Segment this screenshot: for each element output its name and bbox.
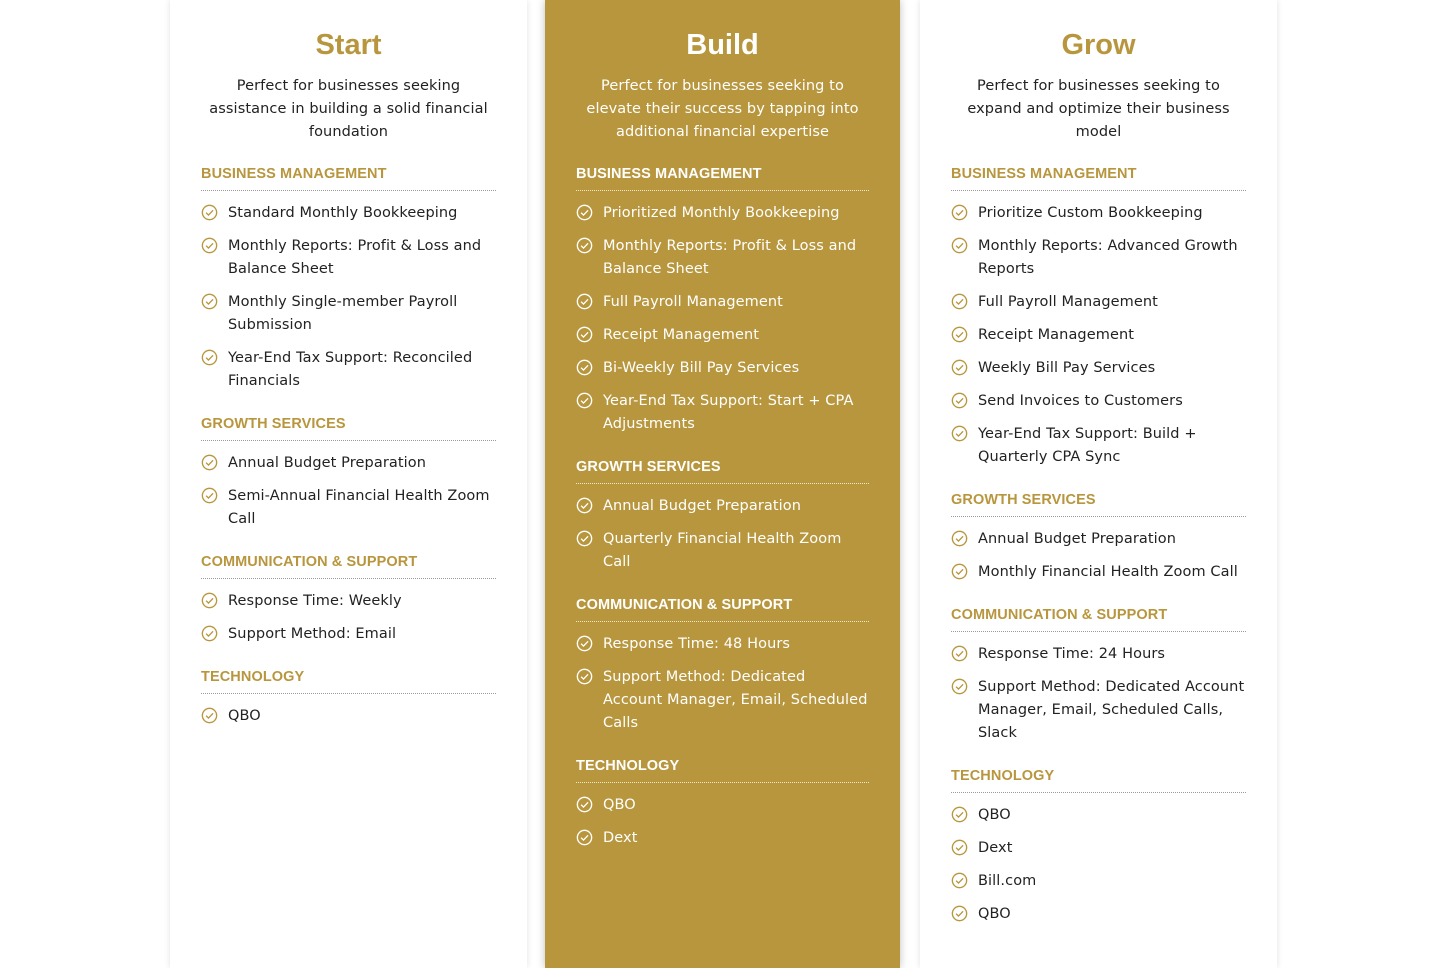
- check-circle-icon: [201, 592, 218, 609]
- check-circle-icon: [576, 392, 593, 409]
- feature-label: Semi-Annual Financial Health Zoom Call: [228, 488, 490, 527]
- feature-item: [576, 666, 869, 735]
- plan-card-build: [545, 0, 900, 968]
- check-circle-icon: [576, 204, 593, 221]
- feature-item: [201, 291, 496, 337]
- feature-item: [951, 528, 1246, 551]
- feature-item: [951, 561, 1246, 584]
- check-circle-icon: [951, 326, 968, 343]
- check-circle-icon: [576, 668, 593, 685]
- feature-item: [201, 623, 496, 646]
- plan-section: [576, 165, 869, 436]
- check-circle-icon: [201, 487, 218, 504]
- feature-item: [576, 495, 869, 518]
- section-heading: COMMUNICATION & SUPPORT: [576, 596, 869, 622]
- feature-item: [201, 485, 496, 531]
- plan-section: [951, 767, 1246, 926]
- feature-item: [951, 291, 1246, 314]
- check-circle-icon: [576, 293, 593, 310]
- check-circle-icon: [951, 678, 968, 695]
- plan-description: Perfect for businesses seeking assistance in building a solid financial foundation: [209, 78, 488, 140]
- check-circle-icon: [201, 454, 218, 471]
- check-circle-icon: [951, 645, 968, 662]
- feature-label: Response Time: Weekly: [228, 593, 402, 609]
- plan-title: Build: [686, 29, 759, 61]
- feature-item: [951, 202, 1246, 225]
- check-circle-icon: [201, 237, 218, 254]
- feature-label: Support Method: Dedicated Account Manager, Email, Scheduled Calls: [603, 669, 868, 731]
- feature-label: Dext: [978, 840, 1013, 856]
- check-circle-icon: [201, 204, 218, 221]
- feature-label: Dext: [603, 830, 638, 846]
- feature-item: [951, 870, 1246, 893]
- feature-label: Annual Budget Preparation: [228, 455, 427, 471]
- check-circle-icon: [201, 625, 218, 642]
- feature-item: [576, 357, 869, 380]
- feature-label: Monthly Single-member Payroll Submission: [228, 294, 458, 333]
- feature-label: Full Payroll Management: [603, 294, 783, 310]
- feature-label: Prioritized Monthly Bookkeeping: [603, 205, 840, 221]
- feature-label: Quarterly Financial Health Zoom Call: [603, 531, 842, 570]
- feature-item: [201, 235, 496, 281]
- plan-sections: [201, 165, 496, 728]
- feature-label: Prioritize Custom Bookkeeping: [978, 205, 1203, 221]
- feature-label: Receipt Management: [603, 327, 760, 343]
- feature-item: [576, 827, 869, 850]
- check-circle-icon: [951, 425, 968, 442]
- feature-label: Annual Budget Preparation: [978, 531, 1177, 547]
- check-circle-icon: [576, 530, 593, 547]
- plan-description: Perfect for businesses seeking to expand and optimize their business model: [967, 78, 1230, 140]
- feature-label: Annual Budget Preparation: [603, 498, 802, 514]
- check-circle-icon: [201, 707, 218, 724]
- feature-item: [576, 291, 869, 314]
- feature-list: [951, 804, 1246, 926]
- plan-sections: [951, 165, 1246, 926]
- check-circle-icon: [201, 293, 218, 310]
- check-circle-icon: [951, 359, 968, 376]
- plan-sections: [576, 165, 869, 850]
- feature-item: [576, 235, 869, 281]
- plan-title: Start: [315, 29, 382, 61]
- check-circle-icon: [951, 839, 968, 856]
- feature-label: Standard Monthly Bookkeeping: [228, 205, 458, 221]
- feature-label: QBO: [978, 906, 1011, 922]
- plan-card-start: [170, 0, 527, 968]
- feature-item: [576, 202, 869, 225]
- feature-list: [201, 705, 496, 728]
- feature-label: Receipt Management: [978, 327, 1135, 343]
- check-circle-icon: [951, 563, 968, 580]
- plan-section: [201, 415, 496, 531]
- plan-section: [201, 668, 496, 728]
- plan-card-grow: [920, 0, 1277, 968]
- check-circle-icon: [576, 326, 593, 343]
- check-circle-icon: [576, 359, 593, 376]
- feature-label: Bill.com: [978, 873, 1037, 889]
- section-heading: TECHNOLOGY: [201, 668, 496, 694]
- plan-section: [576, 757, 869, 850]
- feature-label: Full Payroll Management: [978, 294, 1158, 310]
- check-circle-icon: [951, 237, 968, 254]
- section-heading: TECHNOLOGY: [951, 767, 1246, 793]
- section-heading: BUSINESS MANAGEMENT: [951, 165, 1246, 191]
- check-circle-icon: [576, 635, 593, 652]
- feature-item: [951, 324, 1246, 347]
- feature-item: [951, 837, 1246, 860]
- feature-item: [201, 590, 496, 613]
- check-circle-icon: [951, 905, 968, 922]
- feature-label: QBO: [978, 807, 1011, 823]
- feature-label: Monthly Reports: Advanced Growth Reports: [978, 238, 1238, 277]
- feature-label: Monthly Reports: Profit & Loss and Balance Sheet: [228, 238, 482, 277]
- plan-section: [951, 606, 1246, 745]
- feature-item: [201, 347, 496, 393]
- feature-item: [201, 705, 496, 728]
- check-circle-icon: [951, 204, 968, 221]
- feature-list: [951, 202, 1246, 469]
- section-heading: COMMUNICATION & SUPPORT: [951, 606, 1246, 632]
- feature-item: [576, 633, 869, 656]
- plan-section: [201, 165, 496, 393]
- check-circle-icon: [576, 829, 593, 846]
- feature-label: Year-End Tax Support: Start + CPA Adjustments: [603, 393, 854, 432]
- feature-item: [576, 390, 869, 436]
- feature-label: QBO: [603, 797, 636, 813]
- check-circle-icon: [951, 392, 968, 409]
- feature-list: [576, 794, 869, 850]
- feature-list: [576, 495, 869, 574]
- section-heading: BUSINESS MANAGEMENT: [576, 165, 869, 191]
- feature-list: [576, 633, 869, 735]
- feature-item: [201, 452, 496, 475]
- check-circle-icon: [576, 237, 593, 254]
- feature-label: Year-End Tax Support: Reconciled Financials: [228, 350, 473, 389]
- section-heading: BUSINESS MANAGEMENT: [201, 165, 496, 191]
- feature-label: Weekly Bill Pay Services: [978, 360, 1156, 376]
- feature-item: [951, 903, 1246, 926]
- plan-title: Grow: [1061, 29, 1136, 61]
- feature-label: Year-End Tax Support: Build + Quarterly CPA Sync: [978, 426, 1197, 465]
- plan-description: Perfect for businesses seeking to elevate their success by tapping into additional financial expertise: [586, 78, 859, 140]
- feature-label: Monthly Financial Health Zoom Call: [978, 564, 1238, 580]
- feature-list: [951, 528, 1246, 584]
- feature-item: [951, 804, 1246, 827]
- check-circle-icon: [201, 349, 218, 366]
- feature-item: [576, 794, 869, 817]
- feature-item: [576, 528, 869, 574]
- feature-label: Support Method: Dedicated Account Manager, Email, Scheduled Calls, Slack: [978, 679, 1245, 741]
- section-heading: GROWTH SERVICES: [576, 458, 869, 484]
- plan-section: [576, 458, 869, 574]
- feature-item: [951, 423, 1246, 469]
- feature-list: [201, 202, 496, 393]
- feature-list: [201, 452, 496, 531]
- feature-label: QBO: [228, 708, 261, 724]
- feature-item: [951, 357, 1246, 380]
- check-circle-icon: [951, 806, 968, 823]
- section-heading: COMMUNICATION & SUPPORT: [201, 553, 496, 579]
- feature-label: Monthly Reports: Profit & Loss and Balance Sheet: [603, 238, 857, 277]
- feature-item: [951, 390, 1246, 413]
- feature-item: [951, 643, 1246, 666]
- check-circle-icon: [951, 293, 968, 310]
- feature-label: Response Time: 24 Hours: [978, 646, 1166, 662]
- feature-list: [576, 202, 869, 436]
- check-circle-icon: [576, 497, 593, 514]
- section-heading: GROWTH SERVICES: [201, 415, 496, 441]
- feature-label: Send Invoices to Customers: [978, 393, 1183, 409]
- section-heading: GROWTH SERVICES: [951, 491, 1246, 517]
- feature-list: [201, 590, 496, 646]
- section-heading: TECHNOLOGY: [576, 757, 869, 783]
- check-circle-icon: [951, 530, 968, 547]
- feature-list: [951, 643, 1246, 745]
- feature-item: [951, 676, 1246, 745]
- feature-label: Response Time: 48 Hours: [603, 636, 791, 652]
- plan-section: [951, 165, 1246, 469]
- feature-label: Bi-Weekly Bill Pay Services: [603, 360, 800, 376]
- feature-item: [201, 202, 496, 225]
- plan-section: [576, 596, 869, 735]
- check-circle-icon: [951, 872, 968, 889]
- plan-section: [201, 553, 496, 646]
- feature-item: [951, 235, 1246, 281]
- feature-label: Support Method: Email: [228, 626, 397, 642]
- plan-section: [951, 491, 1246, 584]
- feature-item: [576, 324, 869, 347]
- check-circle-icon: [576, 796, 593, 813]
